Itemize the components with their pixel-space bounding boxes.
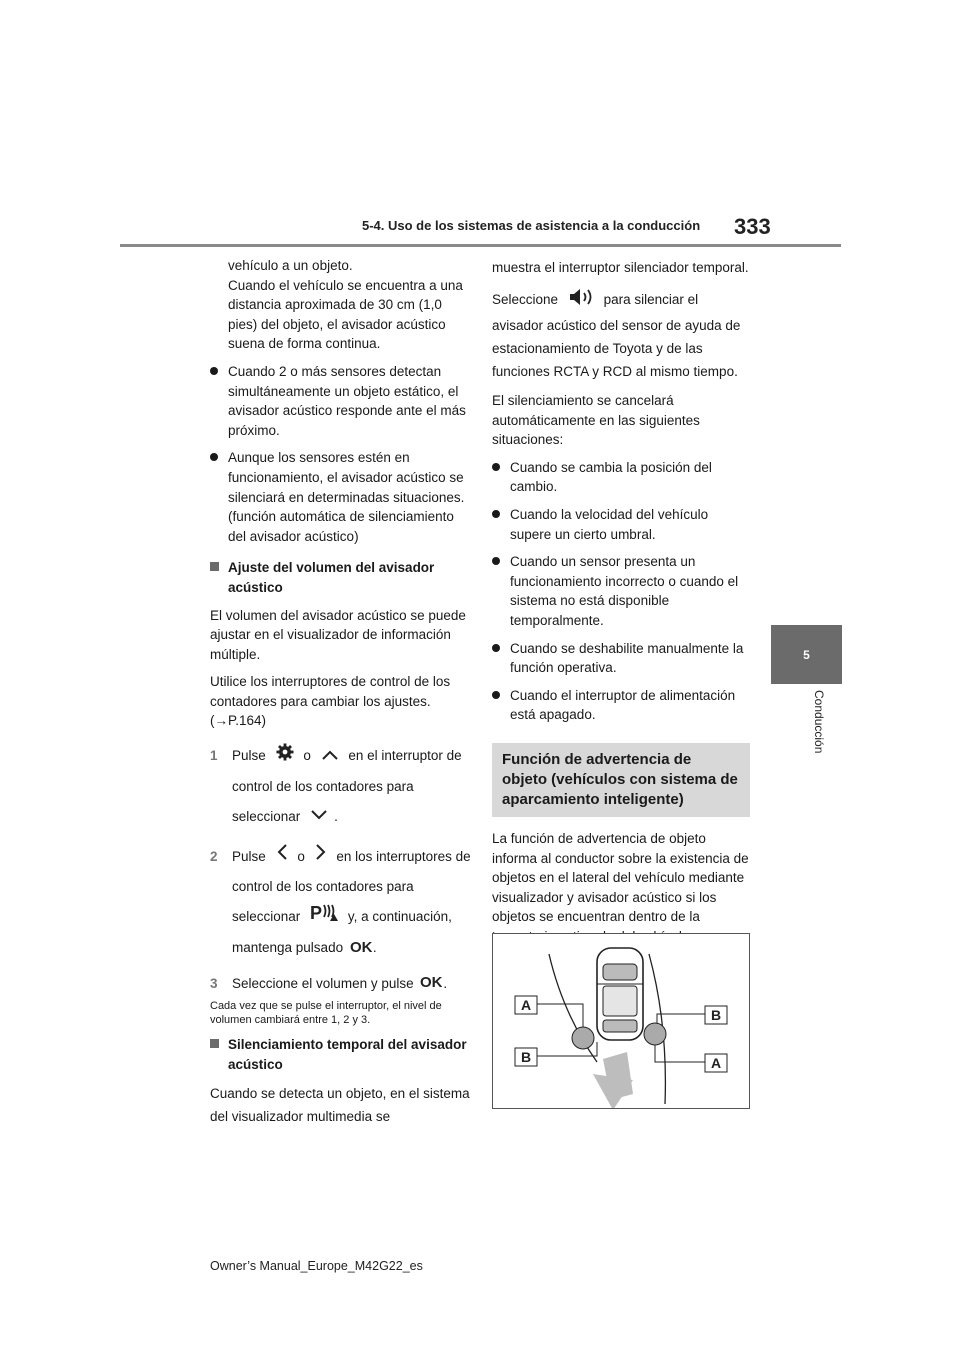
- bullet-item: Cuando se deshabilite manualmente la función operativa.: [492, 639, 750, 678]
- select-paragraph: Seleccione para silenciar el avisador acústico del sensor de ayuda de estacionamiento de Toyota y de las funciones RCTA y RCD al mismo tiempo.: [492, 287, 750, 383]
- heading-square-icon: [210, 562, 219, 571]
- volume-paragraph: El volumen del avisador acústico se puede ajustar en el visualizador de información múltiple.: [210, 607, 466, 662]
- header-rule: [120, 244, 841, 247]
- bullet-dot: [492, 557, 500, 565]
- intro-block: [210, 256, 472, 354]
- object-right: [644, 1023, 666, 1045]
- object-left: [572, 1027, 594, 1049]
- footer-text: Owner’s Manual_Europe_M42G22_es: [210, 1259, 423, 1273]
- bullet-item: Cuando un sensor presenta un funcionamiento incorrecto o cuando el sistema no está disponible temporalmente.: [492, 552, 750, 630]
- header-title: 5-4. Uso de los sistemas de asistencia a la conducción: [362, 218, 701, 233]
- figure-label: B: [520, 1049, 532, 1065]
- step-2: 2 Pulse o en los interruptores de control de los contadores para seleccionar P y, a continuación, mantenga pulsado OK .: [210, 842, 472, 964]
- bullet-dot: [210, 453, 218, 461]
- svg-text:OK: OK: [349, 938, 372, 953]
- bullet-dot: [492, 463, 500, 471]
- gear-icon: [276, 742, 294, 772]
- cancel-paragraph: El silenciamiento se cancelará automáticamente en las siguientes situaciones:: [492, 393, 700, 448]
- section-paragraph: La función de advertencia de objeto informa al conductor sobre la existencia de objetos en el lateral del vehículo mediante visualizador y avisador acústico si los objetos se encuentran dentro de la: [492, 830, 749, 925]
- chevron-down-icon: [310, 802, 328, 832]
- chapter-number: 5: [803, 647, 810, 662]
- svg-text:OK: OK: [420, 974, 443, 989]
- mute-continued: muestra el interruptor silenciador temporal.: [492, 260, 749, 275]
- bullet-item: Aunque los sensores estén en funcionamiento, el avisador acústico se silenciará en determinadas situaciones. (función automática de silenciamiento del avisador acústico): [210, 448, 472, 546]
- bullet-dot: [492, 510, 500, 518]
- intro-line: vehículo a un objeto.: [228, 258, 353, 273]
- figure-label: A: [520, 997, 532, 1013]
- step-3: 3 Seleccione el volumen y pulse OK .: [210, 974, 472, 994]
- car-icon: [597, 948, 643, 1040]
- parking-sensor-icon: [310, 902, 338, 933]
- step-number: 2: [210, 848, 218, 864]
- mute-paragraph: Cuando se detecta un objeto, en el sistema del visualizador multimedia se: [210, 1086, 470, 1125]
- bullet-item: Cuando el interruptor de alimentación está apagado.: [492, 686, 750, 725]
- mute-heading: Silenciamiento temporal del avisador acústico: [210, 1035, 472, 1074]
- chevron-up-icon: [321, 742, 339, 772]
- svg-text:P: P: [310, 903, 323, 923]
- left-column: [210, 256, 472, 1136]
- bullet-item: Cuando la velocidad del vehículo supere un cierto umbral.: [492, 505, 750, 544]
- step-number: 1: [210, 748, 218, 764]
- figure-label: A: [710, 1055, 722, 1071]
- step-number: 3: [210, 975, 218, 991]
- reverse-arrow-icon: [593, 1052, 633, 1108]
- object-warning-diagram: [493, 934, 749, 1108]
- chevron-left-icon: [276, 842, 288, 872]
- object-warning-figure: [492, 933, 750, 1109]
- bullet-dot: [210, 367, 218, 375]
- intro-line: Cuando el vehículo se encuentra a una distancia aproximada de 30 cm (1,0 pies) del objeto, el avisador acústico suena de forma continua.: [228, 277, 463, 352]
- ok-icon: [420, 974, 442, 994]
- bullet-dot: [492, 644, 500, 652]
- ok-icon: [350, 934, 372, 964]
- heading-square-icon: [210, 1039, 219, 1048]
- step-1: 1 Pulse o en el interruptor de control de los contadores para seleccionar .: [210, 741, 472, 832]
- bullet-item: Cuando 2 o más sensores detectan simultáneamente un objeto estático, el avisador acústico responde ante el más próximo.: [210, 362, 472, 440]
- volume-note: Cada vez que se pulse el interruptor, el nivel de volumen cambiará entre 1, 2 y 3.: [210, 1000, 442, 1026]
- volume-heading: Ajuste del volumen del avisador acústico: [210, 558, 472, 597]
- figure-label: B: [710, 1007, 722, 1023]
- volume-paragraph: Utilice los interruptores de control de los contadores para cambiar los ajustes. (→P.164): [210, 674, 451, 729]
- page-number: 333: [734, 214, 771, 239]
- chevron-right-icon: [315, 842, 327, 872]
- bullet-dot: [492, 691, 500, 699]
- chapter-label: Conducción: [812, 690, 826, 754]
- speaker-icon: [568, 287, 594, 314]
- section-heading-box: Función de advertencia de objeto (vehículos con sistema de aparcamiento inteligente): [492, 743, 750, 817]
- bullet-item: Cuando se cambia la posición del cambio.: [492, 458, 750, 497]
- right-column: [492, 256, 750, 954]
- chapter-tab: [771, 625, 842, 684]
